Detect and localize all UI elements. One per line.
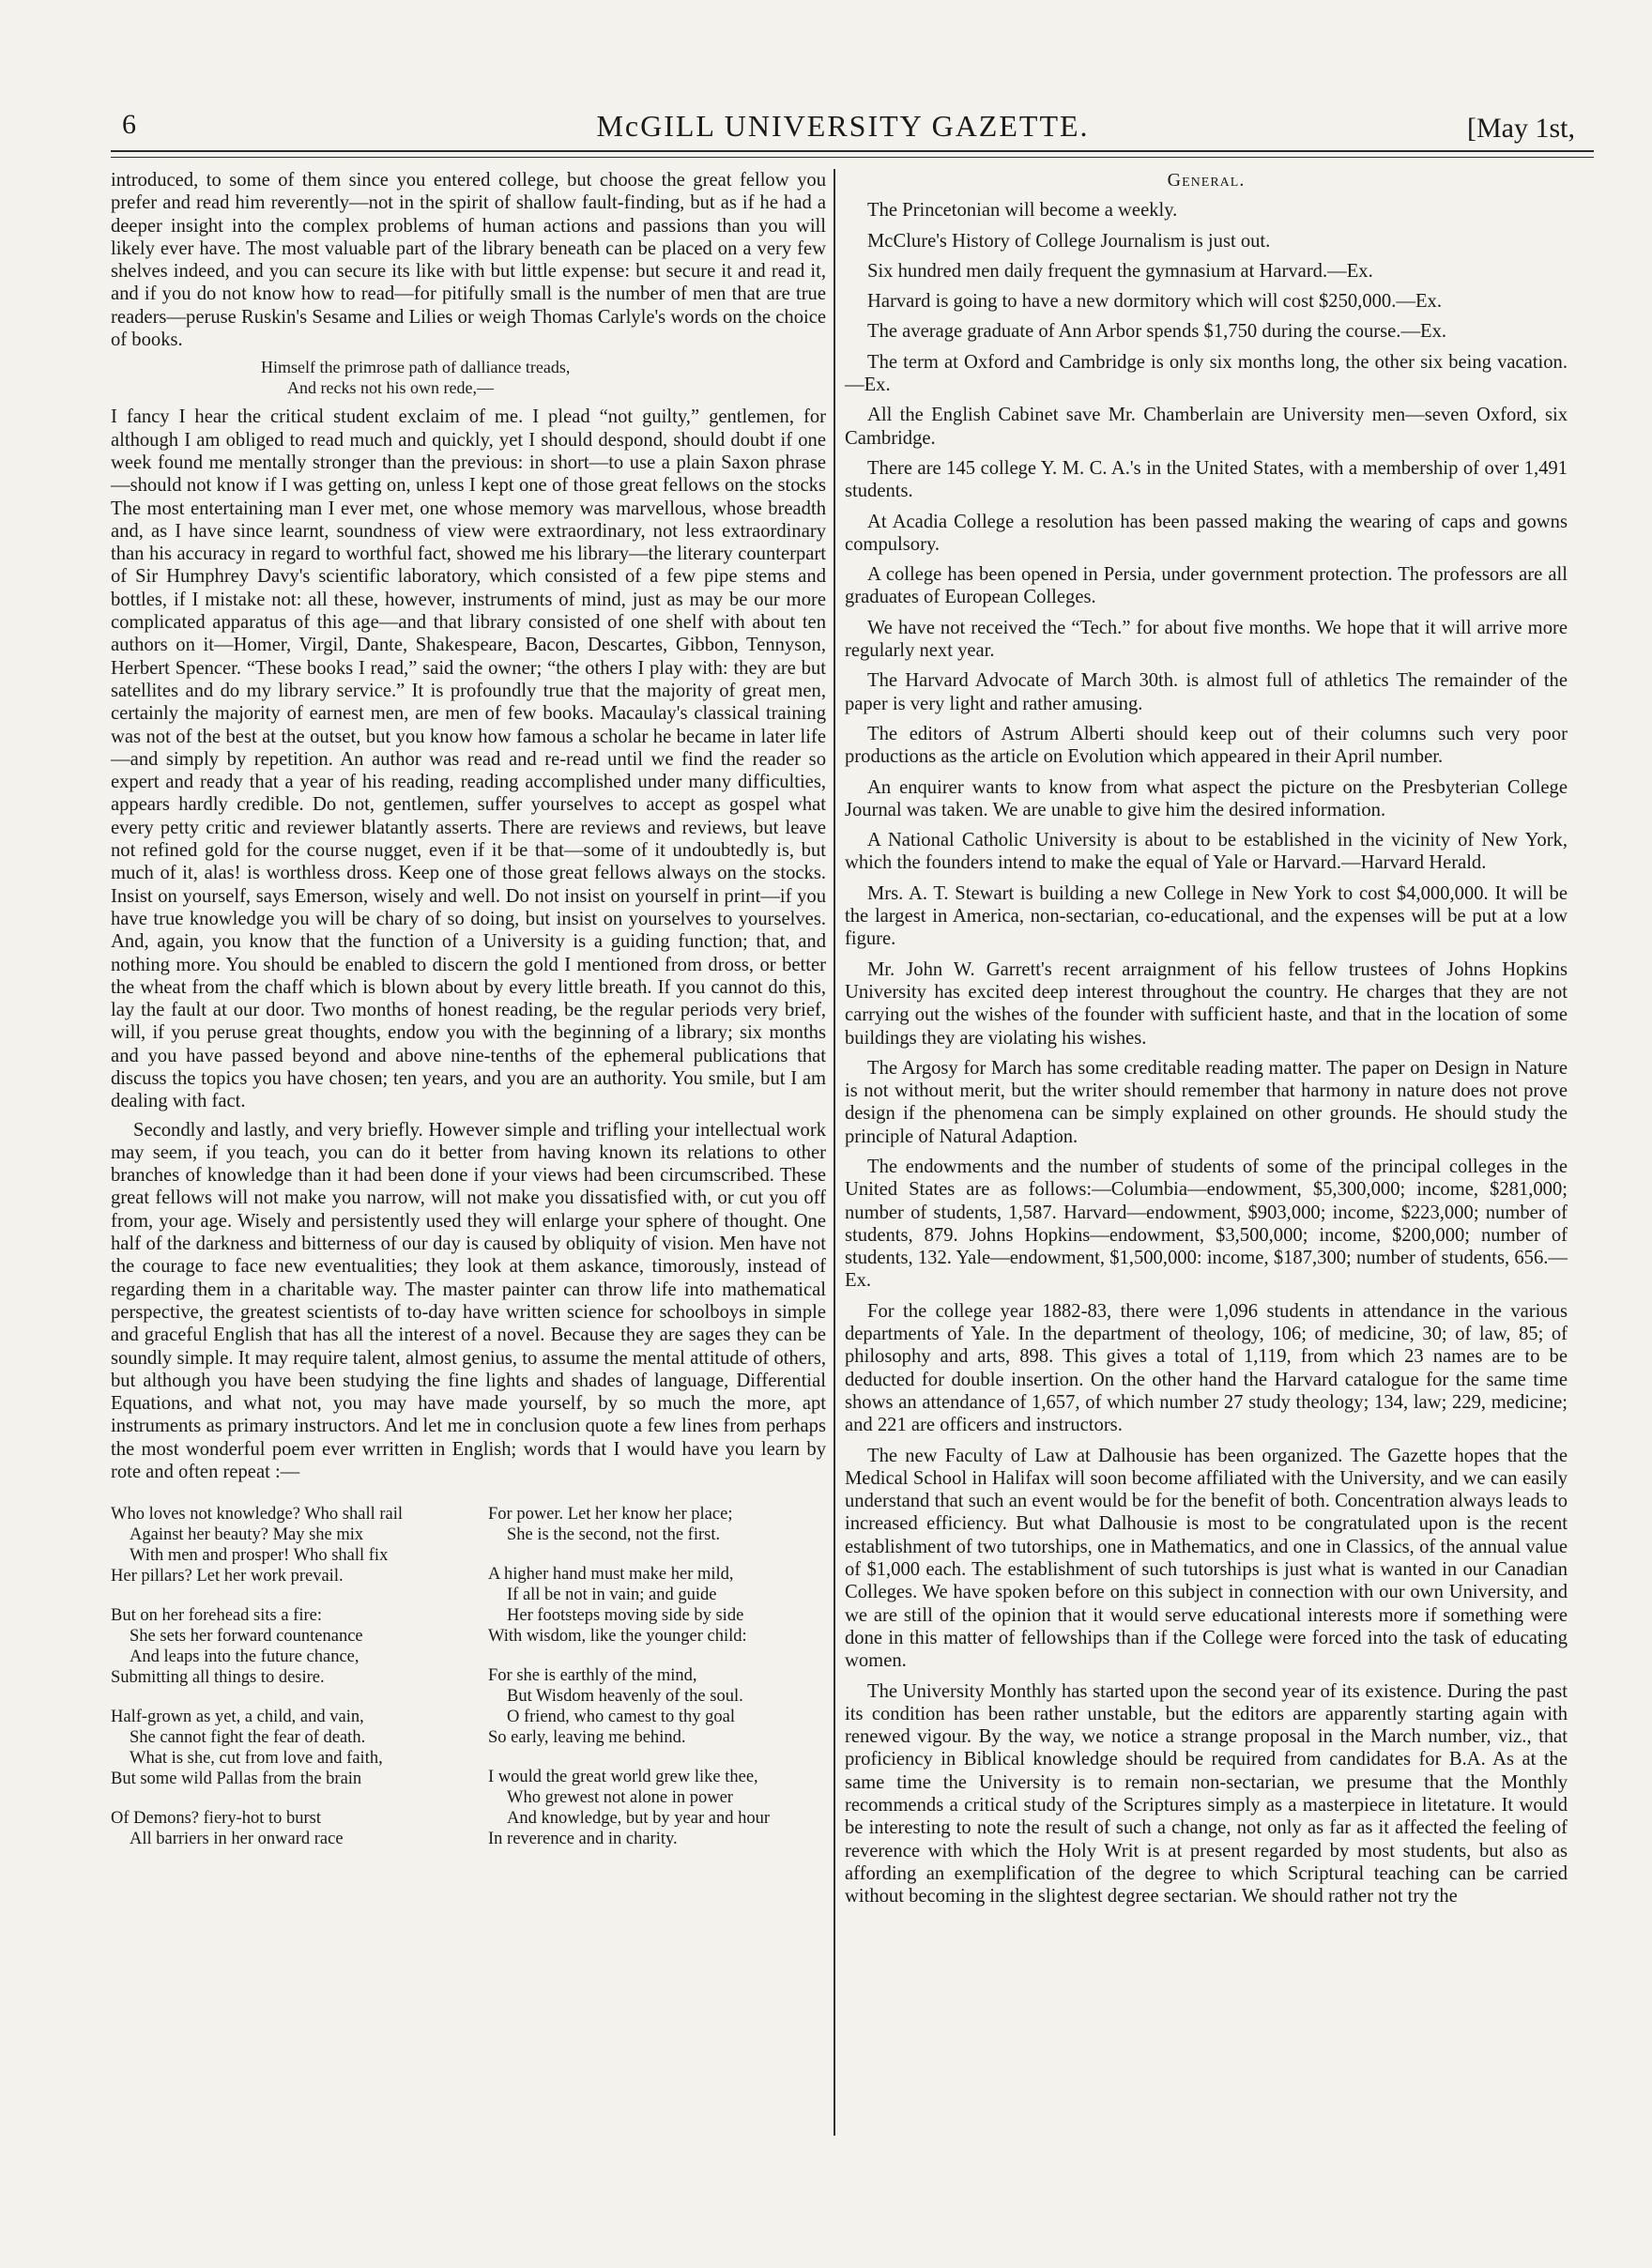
poem-line: She sets her forward countenance bbox=[130, 1627, 363, 1647]
masthead-title: McGILL UNIVERSITY GAZETTE. bbox=[596, 109, 1090, 143]
news-item: The term at Oxford and Cambridge is only six months long, the other six being vacation.—Ex. bbox=[845, 351, 1568, 396]
poem-line: Her footsteps moving side by side bbox=[507, 1606, 744, 1626]
poem-line: But some wild Pallas from the brain bbox=[111, 1770, 362, 1789]
news-item: The new Faculty of Law at Dalhousie has been organized. The Gazette hopes that the Medical School in Halifax will soon become affiliated with the University, and we can easily understand that such an event would be for the benefit of both. Concentration always leads to increased efficiency. But what Dalhousie is most to be congratulated upon is the recent establishment of two tutorships, one in Mathematics, and one in Classics, of the annual value of $1,000 each. The establishment of such tutorships is just what is wanted in our Canadian Colleges. We have spoken before on this subject in connection with our own University, and we are still of the opinion that it would serve educational interests more if something were done in this matter of fellowships than if the College were forced into the task of educating women. bbox=[845, 1445, 1568, 1672]
news-item: The University Monthly has started upon the second year of its existence. During the past its condition has been rather unstable, but the editors are apparently starting again with renewed vigour. By the way, we notice a strange proposal in the March number, viz., that proficiency in Biblical knowledge should be required from candidates for B.A. As at the same time the University is to remain non-sectarian, we presume that the Monthly recommends a critical study of the Scriptures simply as a masterpiece in litetature. It would be interesting to note the result of such a change, not only as far as it affected the feeling of reverence with which the Holy Writ is at present regarded by most students, but also as affording an exemplification of the degree to which Scriptural teaching can be carried without becoming in the slightest degree sectarian. We should rather not try the bbox=[845, 1680, 1568, 1908]
poem-line: But on her forehead sits a fire: bbox=[111, 1606, 323, 1626]
poem-column-left bbox=[111, 1504, 449, 1868]
poem-line: Who grewest not alone in power bbox=[507, 1788, 733, 1808]
poem-line: And leaps into the future chance, bbox=[130, 1647, 359, 1667]
news-item: There are 145 college Y. M. C. A.'s in the United States, with a membership of over 1,491 students. bbox=[845, 457, 1568, 502]
poem-line: She cannot fight the fear of death. bbox=[130, 1728, 366, 1748]
poem-stanza bbox=[488, 1504, 826, 1545]
left-column bbox=[111, 169, 826, 1868]
poem-line: Submitting all things to desire. bbox=[111, 1668, 325, 1688]
poem-line: With wisdom, like the younger child: bbox=[488, 1627, 747, 1647]
news-item: Mrs. A. T. Stewart is building a new College in New York to cost $4,000,000. It will be the largest in America, non-sectarian, co-educational, and the expenses will be put at a low figure. bbox=[845, 882, 1568, 950]
news-item: The average graduate of Ann Arbor spends $1,750 during the course.—Ex. bbox=[867, 321, 1447, 343]
poem-column-right bbox=[488, 1504, 826, 1868]
news-item: The Princetonian will become a weekly. bbox=[867, 200, 1178, 222]
news-item: Mr. John W. Garrett's recent arraignment of his fellow trustees of Johns Hopkins University has excited deep interest throughout the country. He charges that they are not carrying out the wishes of the founder with sufficient haste, and that in the location of some buildings they are violating his wishes. bbox=[845, 958, 1568, 1049]
poem-line: Half-grown as yet, a child, and vain, bbox=[111, 1708, 364, 1727]
poem-line: For she is earthly of the mind, bbox=[488, 1666, 697, 1686]
news-item: McClure's History of College Journalism is just out. bbox=[867, 230, 1271, 252]
poem-stanza bbox=[488, 1564, 826, 1647]
paragraph: introduced, to some of them since you entered college, but choose the great fellow you prefer and read him reverently—not in the spirit of shallow fault-finding, but as if he had a deeper insight into the complex problems of human actions and passions than you will likely ever have. The most valuable part of the library beneath can be placed on a very few shelves indeed, and you can secure its like with but little expense: but secure it and read it, and if you do not know how to read—for pitifully small is the number of men that are true readers—peruse Ruskin's Sesame and Lilies or weigh Thomas Carlyle's words on the choice of books. bbox=[111, 170, 826, 351]
poem-line: Of Demons? fiery-hot to burst bbox=[111, 1809, 322, 1829]
news-item: An enquirer wants to know from what aspect the picture on the Presbyterian College Journal was taken. We are unable to give him the desired information. bbox=[845, 776, 1568, 820]
news-item: The endowments and the number of students of some of the principal colleges in the United States are as follows:—Columbia—endowment, $5,300,000; income, $281,000; number of students, 1,587. Harvard—endowment, $903,000; income, $223,000; number of students, 879. Johns Hopkins—endowment, $3,500,000; income, $200,000; number of students, 132. Yale—endowment, $1,500,000: income, $187,300; number of students, 656.—Ex. bbox=[845, 1156, 1568, 1292]
page-number: 6 bbox=[122, 109, 136, 140]
quote-line: And recks not his own rede,— bbox=[287, 378, 494, 398]
news-items bbox=[845, 199, 1568, 1908]
poem-line: All barriers in her onward race bbox=[130, 1830, 344, 1849]
news-item: The editors of Astrum Alberti should keep out of their columns such very poor productions as the article on Evolution which appeared in their April number. bbox=[845, 723, 1568, 768]
poem-stanza bbox=[488, 1665, 826, 1748]
poem-line: If all be not in vain; and guide bbox=[507, 1586, 717, 1605]
column-divider bbox=[834, 169, 835, 2136]
news-item: For the college year 1882-83, there were 1,096 students in attendance in the various departments of Yale. In the department of theology, 106; of medicine, 30; of law, 85; of philosophy and arts, 898. This gives a total of 1,119, from which 23 names are to be deducted for double insertion. On the other hand the Harvard catalogue for the same time shows an attendance of 1,657, of which number 27 study theology; 134, law; 229, medicine; and 221 are officers and instructors. bbox=[845, 1300, 1568, 1436]
poem-line: For power. Let her know her place; bbox=[488, 1505, 733, 1525]
paragraph: I fancy I hear the critical student exclaim of me. I plead “not guilty,” gentlemen, for although I am obliged to read much and quickly, yet I should despond, should doubt if one week found me mentally stronger than the previous: in short—to use a plain Saxon phrase—should not know if I was getting on, unless I kept one of those great fellows on the stocks The most entertaining man I ever met, one whose memory was marvellous, whose breadth and, as I have since learnt, soundness of view were extraordinary, not less extraordinary than his accuracy in regard to worthful fact, showed me his library—the literary counterpart of Sir Humphrey Davy's scientific laboratory, which consisted of a few pipe stems and bottles, if I mistake not: all these, however, instruments of mind, just as may be our more complicated apparatus of this age—and that library consisted of one shelf with about ten authors on it—Homer, Virgil, Dante, Shakespeare, Bacon, Descartes, Gibbon, Tennyson, Herbert Spencer. “These books I read,” said the owner; “the others I play with: they are but satellites and do my library service.” It is profoundly true that the majority of great men, certainly the majority of earnest men, are men of few books. Macaulay's classical training was not of the best at the outset, but you know how famous a scholar he became in later life—and simply by repetition. An author was read and re-read until we find the reader so expert and ready that a year of his reading, reading accomplished under many difficulties, appears hardly credible. Do not, gentlemen, suffer yourselves to accept as gospel what every petty critic and reviewer blatantly asserts. There are reviews and reviews, but leave not refined gold for the course nugget, even if it be that—some of it undoubtedly is, but much of it, alas! is worthless dross. Keep one of those great fellows always on the stocks. Insist on yourself, says Emerson, wisely and well. Do not insist on yourself in print—if you have true knowledge you will be chary of so doing, but insist on yourselves to yourselves. And, again, you know that the function of a University is a guiding function; that, and nothing more. You should be enabled to discern the gold I mentioned from dross, or better the wheat from the chaff which is blown about by every little breath. If you cannot do this, lay the fault at our door. Two months of honest reading, be the regular periods very brief, will, if you peruse great thoughts, endow you with the beginning of a library; six months and you have passed beyond and above nine-tenths of the ephemeral publications that discuss the topics you have chosen; ten years, and you are an authority. You smile, but I am dealing with fact. bbox=[111, 406, 826, 1112]
verse-quote bbox=[261, 357, 826, 398]
poem-line: So early, leaving me behind. bbox=[488, 1728, 686, 1748]
news-item: A National Catholic University is about to be established in the vicinity of New York, which the founders intend to make the equal of Yale or Harvard.—Harvard Herald. bbox=[845, 830, 1568, 874]
news-item: Six hundred men daily frequent the gymnasium at Harvard.—Ex. bbox=[867, 260, 1373, 282]
news-item: The Harvard Advocate of March 30th. is almost full of athletics The remainder of the paper is very light and rather amusing. bbox=[845, 670, 1568, 714]
poem-stanza bbox=[111, 1504, 449, 1586]
paragraph: Secondly and lastly, and very briefly. However simple and trifling your intellectual work may seem, if you teach, you can do it better from having known its relations to other branches of knowledge than it had been done if your views had been circumscribed. These great fellows will not make you narrow, will not make you dissatisfied with, or cut you off from, your age. Wisely and persistently used they will enlarge your sphere of thought. One half of the darkness and bitterness of our day is caused by obliquity of vision. Men have not the courage to face new eventualities; they look at them askance, timorously, instead of regarding them in a charitable way. The master painter can throw life into mathematical perspective, the greatest scientists of to-day have written science for schoolboys in simple and graceful English that has all the interest of a novel. Because they are sages they can be soundly simple. It may require talent, almost genius, to assume the mental attitude of others, but although you have been studying the fine lights and shades of language, Differential Equations, and what not, you may have made yourself, by so much the more, apt instruments as primary instructors. And let me in conclusion quote a few lines from perhaps the most wonderful poem ever wrritten in English; words that I would have you learn by rote and often repeat :— bbox=[111, 1119, 826, 1483]
poem-line: In reverence and in charity. bbox=[488, 1830, 678, 1849]
poem bbox=[111, 1504, 826, 1868]
poem-line: But Wisdom heavenly of the soul. bbox=[507, 1687, 743, 1707]
poem-line: And knowledge, but by year and hour bbox=[507, 1809, 771, 1829]
poem-line: She is the second, not the first. bbox=[507, 1525, 721, 1545]
poem-line: Who loves not knowledge? Who shall rail bbox=[111, 1505, 404, 1525]
news-item: The Argosy for March has some creditable reading matter. The paper on Design in Nature is not without merit, but the writer should remember that harmony in nature does not prove design if the phenomena can be simply explained on other grounds. He should study the principle of Natural Adaption. bbox=[845, 1057, 1568, 1147]
poem-line: Against her beauty? May she mix bbox=[130, 1525, 364, 1545]
issue-date: [May 1st, bbox=[1467, 113, 1575, 144]
poem-line: With men and prosper! Who shall fix bbox=[130, 1546, 389, 1566]
header-rule-thin bbox=[111, 157, 1594, 158]
poem-line: What is she, cut from love and faith, bbox=[130, 1749, 383, 1769]
page-header bbox=[111, 105, 1575, 150]
poem-line: Her pillars? Let her work prevail. bbox=[111, 1567, 344, 1586]
poem-line: I would the great world grew like thee, bbox=[488, 1768, 758, 1787]
poem-stanza bbox=[111, 1605, 449, 1688]
poem-line: O friend, who camest to thy goal bbox=[507, 1708, 736, 1727]
poem-stanza bbox=[111, 1707, 449, 1789]
poem-line: A higher hand must make her mild, bbox=[488, 1565, 734, 1585]
section-title: General. bbox=[1167, 170, 1246, 191]
poem-stanza bbox=[111, 1808, 449, 1849]
news-item: We have not received the “Tech.” for about five months. We hope that it will arrive more regularly next year. bbox=[845, 617, 1568, 662]
news-item: A college has been opened in Persia, under government protection. The professors are all graduates of European Colleges. bbox=[845, 564, 1568, 608]
poem-stanza bbox=[488, 1767, 826, 1849]
quote-line: Himself the primrose path of dalliance treads, bbox=[261, 358, 571, 377]
header-rule bbox=[111, 150, 1594, 152]
right-column bbox=[845, 169, 1568, 1915]
news-item: Harvard is going to have a new dormitory which will cost $250,000.—Ex. bbox=[867, 291, 1442, 313]
news-item: At Acadia College a resolution has been passed making the wearing of caps and gowns compulsory. bbox=[845, 511, 1568, 555]
news-item: All the English Cabinet save Mr. Chamberlain are University men—seven Oxford, six Cambridge. bbox=[845, 405, 1568, 449]
